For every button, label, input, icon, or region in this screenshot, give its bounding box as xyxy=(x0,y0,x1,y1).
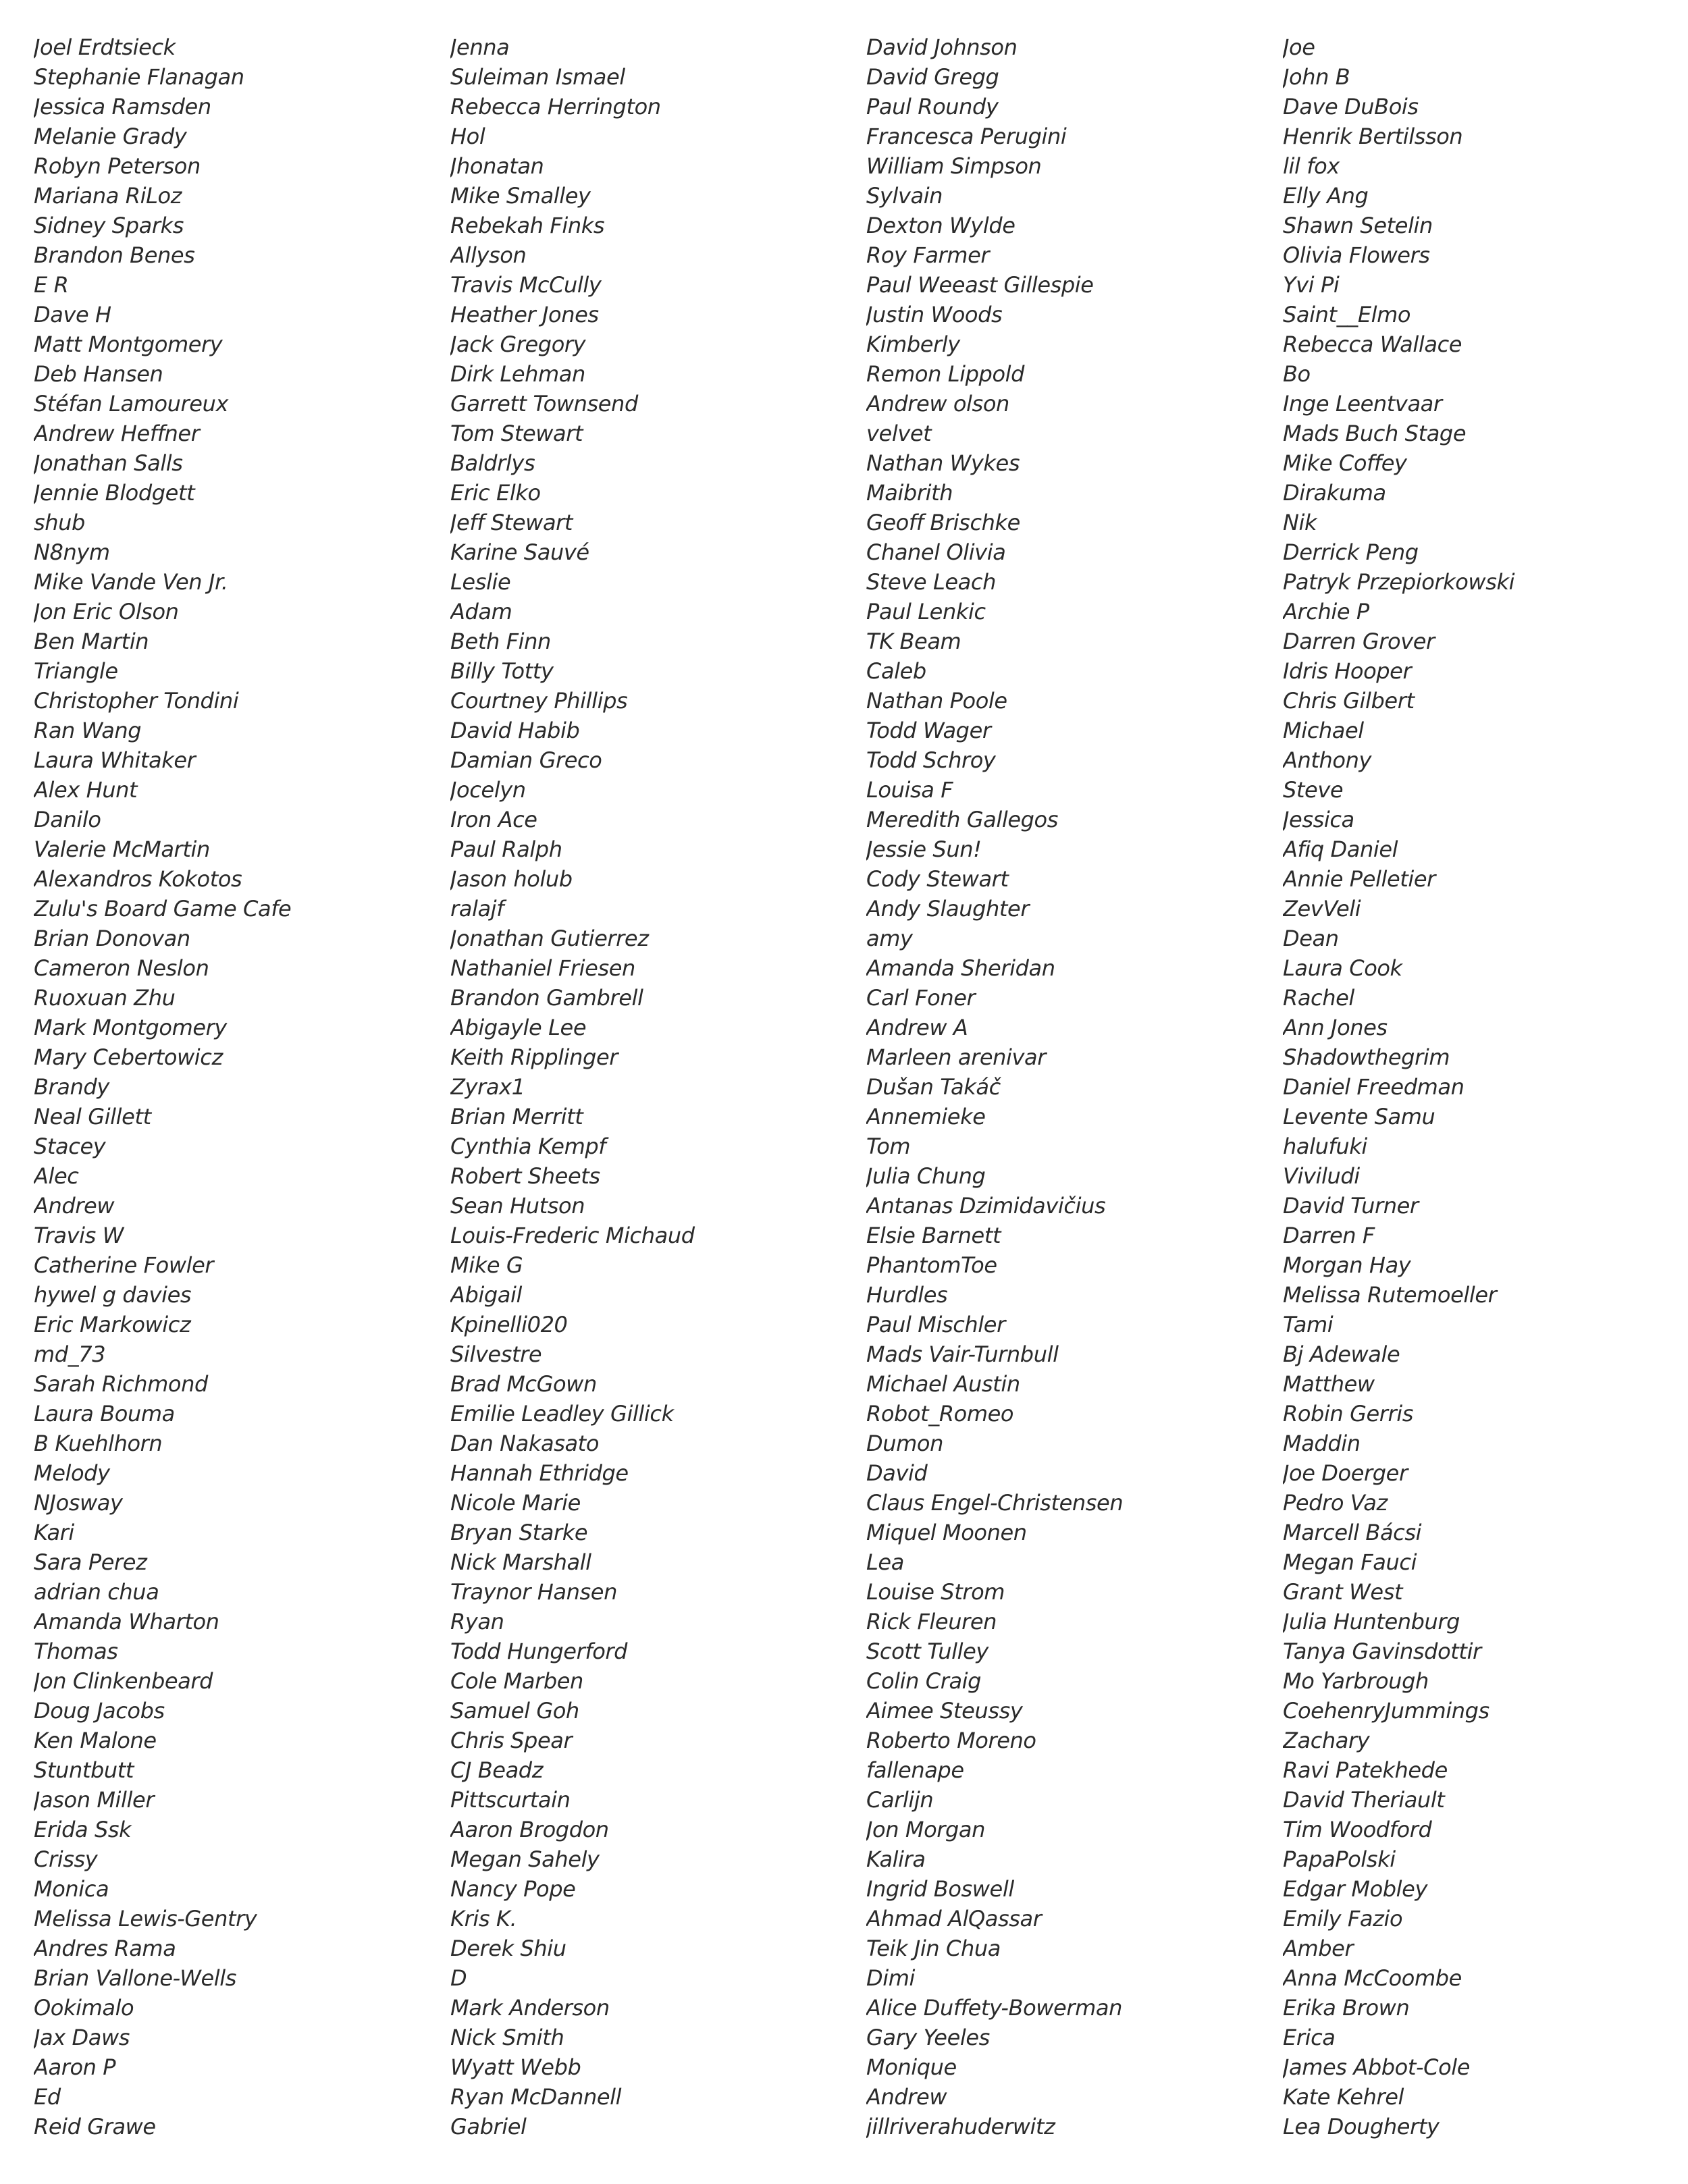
name-item: Stacey xyxy=(34,1134,106,1159)
name-item: Leslie xyxy=(450,569,511,595)
name-item: Shadowthegrim xyxy=(1283,1044,1450,1070)
name-item: Carlijn xyxy=(866,1787,934,1813)
name-item: Mark Anderson xyxy=(450,1995,610,2021)
name-item: Bj Adewale xyxy=(1283,1341,1400,1367)
name-item: Maibrith xyxy=(866,480,953,506)
name-item: Megan Fauci xyxy=(1283,1549,1417,1575)
name-item: Rachel xyxy=(1283,985,1354,1011)
name-item: Paul Weeast Gillespie xyxy=(866,272,1094,298)
name-item: CoehenryJummings xyxy=(1283,1698,1489,1724)
name-item: Rebecca Wallace xyxy=(1283,331,1462,357)
name-item: Todd Hungerford xyxy=(450,1639,628,1664)
name-item: Ryan McDannell xyxy=(450,2084,622,2110)
name-item: Matthew xyxy=(1283,1371,1375,1397)
name-item: Ruoxuan Zhu xyxy=(34,985,176,1011)
name-item: Morgan Hay xyxy=(1283,1252,1411,1278)
name-item: NJosway xyxy=(34,1490,123,1516)
name-item: Mike Coffey xyxy=(1283,450,1407,476)
name-column-1 xyxy=(34,32,425,2141)
name-item: Louisa F xyxy=(866,777,953,803)
name-item: Jessica xyxy=(1283,807,1354,832)
name-item: Mariana RiLoz xyxy=(34,183,182,209)
name-item: Zulu's Board Game Cafe xyxy=(34,896,292,922)
name-item: Rebecca Herrington xyxy=(450,94,661,119)
name-item: Teik Jin Chua xyxy=(866,1936,1001,1961)
name-item: Nik xyxy=(1283,510,1317,535)
name-item: Suleiman Ismael xyxy=(450,64,625,90)
name-item: Jenna xyxy=(450,34,510,60)
name-item: Lea Dougherty xyxy=(1283,2114,1440,2139)
name-item: velvet xyxy=(866,421,932,446)
name-item: Reid Grawe xyxy=(34,2114,156,2139)
name-item: David Habib xyxy=(450,718,580,743)
name-item: D xyxy=(450,1965,467,1991)
name-item: Scott Tulley xyxy=(866,1639,988,1664)
name-item: Robin Gerris xyxy=(1283,1401,1414,1427)
name-item: Tanya Gavinsdottir xyxy=(1283,1639,1481,1664)
name-item: PhantomToe xyxy=(866,1252,997,1278)
name-item: Andrew xyxy=(866,2084,947,2110)
name-item: Ben Martin xyxy=(34,629,149,654)
name-item: Garrett Townsend xyxy=(450,391,638,417)
name-item: Abigail xyxy=(450,1282,522,1308)
name-item: Levente Samu xyxy=(1283,1104,1435,1129)
name-item: Hurdles xyxy=(866,1282,948,1308)
name-item: Michael xyxy=(1283,718,1364,743)
name-item: Traynor Hansen xyxy=(450,1579,617,1605)
name-item: Bo xyxy=(1283,361,1311,387)
name-item: Jeff Stewart xyxy=(450,510,573,535)
name-item: Dušan Takáč xyxy=(866,1074,1001,1100)
name-item: Brandon Benes xyxy=(34,242,195,268)
name-item: Aaron Brogdon xyxy=(450,1817,609,1842)
name-item: md_73 xyxy=(34,1341,106,1367)
name-item: Mads Vair-Turnbull xyxy=(866,1341,1059,1367)
name-item: Ed xyxy=(34,2084,61,2110)
name-item: Sean Hutson xyxy=(450,1193,585,1219)
name-item: Damian Greco xyxy=(450,747,602,773)
name-item: Andres Rama xyxy=(34,1936,176,1961)
name-item: Jocelyn xyxy=(450,777,526,803)
name-item: Patryk Przepiorkowski xyxy=(1283,569,1515,595)
name-item: Andy Slaughter xyxy=(866,896,1030,922)
name-item: Maddin xyxy=(1283,1431,1361,1456)
name-item: Geoff Brischke xyxy=(866,510,1020,535)
name-item: Danilo xyxy=(34,807,101,832)
name-item: Roy Farmer xyxy=(866,242,990,268)
name-item: Erika Brown xyxy=(1283,1995,1410,2021)
name-item: Laura Cook xyxy=(1283,955,1402,981)
name-item: Steve Leach xyxy=(866,569,996,595)
name-item: Ingrid Boswell xyxy=(866,1876,1014,1902)
name-item: Nick Smith xyxy=(450,2025,564,2050)
name-item: Silvestre xyxy=(450,1341,542,1367)
name-item: Joel Erdtsieck xyxy=(34,34,176,60)
name-item: Stéfan Lamoureux xyxy=(34,391,229,417)
name-item: Neal Gillett xyxy=(34,1104,151,1129)
name-item: David Turner xyxy=(1283,1193,1419,1219)
name-item: Paul Mischler xyxy=(866,1312,1005,1337)
name-item: Miquel Moonen xyxy=(866,1520,1027,1545)
name-item: ZevVeli xyxy=(1283,896,1361,922)
name-item: Julia Chung xyxy=(866,1163,986,1189)
name-item: Stephanie Flanagan xyxy=(34,64,244,90)
name-item: Lea xyxy=(866,1549,904,1575)
name-item: Aimee Steussy xyxy=(866,1698,1023,1724)
name-item: Ran Wang xyxy=(34,718,142,743)
name-item: Jennie Blodgett xyxy=(34,480,195,506)
name-item: Monica xyxy=(34,1876,109,1902)
name-item: Jonathan Gutierrez xyxy=(450,926,649,951)
name-item: Tim Woodford xyxy=(1283,1817,1432,1842)
name-item: TK Beam xyxy=(866,629,961,654)
name-item: Zyrax1 xyxy=(450,1074,525,1100)
name-item: Ookimalo xyxy=(34,1995,134,2021)
name-item: lil fox xyxy=(1283,153,1340,179)
name-item: Cole Marben xyxy=(450,1668,583,1694)
name-item: Remon Lippold xyxy=(866,361,1025,387)
name-item: Jessica Ramsden xyxy=(34,94,211,119)
name-item: Carl Foner xyxy=(866,985,976,1011)
name-item: Todd Schroy xyxy=(866,747,996,773)
name-item: Kris K. xyxy=(450,1906,517,1932)
name-item: Chris Spear xyxy=(450,1728,573,1753)
name-item: Alice Duffety-Bowerman xyxy=(866,1995,1122,2021)
name-item: Colin Craig xyxy=(866,1668,982,1694)
name-item: Nathan Wykes xyxy=(866,450,1020,476)
name-item: Kate Kehrel xyxy=(1283,2084,1404,2110)
name-item: Robyn Peterson xyxy=(34,153,201,179)
name-item: Travis W xyxy=(34,1223,124,1248)
name-item: Nancy Pope xyxy=(450,1876,576,1902)
name-item: Mads Buch Stage xyxy=(1283,421,1467,446)
name-item: Emilie Leadley Gillick xyxy=(450,1401,674,1427)
name-item: David xyxy=(866,1460,928,1486)
name-item: Paul Ralph xyxy=(450,836,562,862)
name-item: Nathaniel Friesen xyxy=(450,955,635,981)
name-item: Megan Sahely xyxy=(450,1846,600,1872)
name-item: Allyson xyxy=(450,242,527,268)
name-item: Eric Markowicz xyxy=(34,1312,191,1337)
name-item: Abigayle Lee xyxy=(450,1015,587,1040)
name-item: Dave H xyxy=(34,302,111,327)
name-item: Dean xyxy=(1283,926,1339,951)
name-item: Yvi Pi xyxy=(1283,272,1340,298)
name-item: Ann Jones xyxy=(1283,1015,1388,1040)
name-item: Keith Ripplinger xyxy=(450,1044,618,1070)
name-item: Iron Ace xyxy=(450,807,537,832)
name-item: Dan Nakasato xyxy=(450,1431,599,1456)
name-item: Mike Vande Ven Jr. xyxy=(34,569,228,595)
name-item: Triangle xyxy=(34,658,118,684)
name-item: Matt Montgomery xyxy=(34,331,223,357)
name-item: Chris Gilbert xyxy=(1283,688,1415,714)
name-item: N8nym xyxy=(34,539,110,565)
name-item: Stuntbutt xyxy=(34,1757,134,1783)
name-item: Jason holub xyxy=(450,866,573,892)
name-item: Doug Jacobs xyxy=(34,1698,165,1724)
name-item: Kimberly xyxy=(866,331,960,357)
name-item: Tom xyxy=(866,1134,911,1159)
name-item: Steve xyxy=(1283,777,1344,803)
name-item: Edgar Mobley xyxy=(1283,1876,1427,1902)
name-item: Pedro Vaz xyxy=(1283,1490,1388,1516)
name-item: William Simpson xyxy=(866,153,1042,179)
name-item: Inge Leentvaar xyxy=(1283,391,1442,417)
name-item: Brian Vallone-Wells xyxy=(34,1965,237,1991)
name-item: Brad McGown xyxy=(450,1371,597,1397)
name-item: Annie Pelletier xyxy=(1283,866,1435,892)
name-item: Henrik Bertilsson xyxy=(1283,124,1463,149)
name-item: Billy Totty xyxy=(450,658,554,684)
name-item: Jon Clinkenbeard xyxy=(34,1668,213,1694)
name-item: Saint__Elmo xyxy=(1283,302,1411,327)
name-item: Dexton Wylde xyxy=(866,213,1016,238)
name-item: David Gregg xyxy=(866,64,999,90)
name-item: Meredith Gallegos xyxy=(866,807,1058,832)
name-item: Catherine Fowler xyxy=(34,1252,214,1278)
name-item: Archie P xyxy=(1283,599,1369,624)
name-item: Gary Yeeles xyxy=(866,2025,990,2050)
name-item: Christopher Tondini xyxy=(34,688,239,714)
name-column-3 xyxy=(866,32,1258,2141)
name-item: Emily Fazio xyxy=(1283,1906,1403,1932)
name-item: Brian Merritt xyxy=(450,1104,583,1129)
name-item: Afiq Daniel xyxy=(1283,836,1398,862)
name-item: Hannah Ethridge xyxy=(450,1460,629,1486)
name-item: B Kuehlhorn xyxy=(34,1431,163,1456)
name-item: Erida Ssk xyxy=(34,1817,132,1842)
name-item: Mark Montgomery xyxy=(34,1015,227,1040)
name-item: Idris Hooper xyxy=(1283,658,1412,684)
name-item: Dumon xyxy=(866,1431,943,1456)
name-item: Claus Engel-Christensen xyxy=(866,1490,1124,1516)
name-item: Olivia Flowers xyxy=(1283,242,1430,268)
name-item: hywel g davies xyxy=(34,1282,192,1308)
name-item: Mike Smalley xyxy=(450,183,591,209)
name-item: Nick Marshall xyxy=(450,1549,591,1575)
name-item: ralajf xyxy=(450,896,504,922)
name-item: Joe xyxy=(1283,34,1315,60)
name-item: Derek Shiu xyxy=(450,1936,566,1961)
name-item: Baldrlys xyxy=(450,450,535,476)
name-item: Kari xyxy=(34,1520,74,1545)
name-item: Cynthia Kempf xyxy=(450,1134,606,1159)
name-item: Michael Austin xyxy=(866,1371,1020,1397)
name-item: Anna McCoombe xyxy=(1283,1965,1462,1991)
name-item: Ken Malone xyxy=(34,1728,157,1753)
name-item: Sidney Sparks xyxy=(34,213,184,238)
name-item: Kpinelli020 xyxy=(450,1312,568,1337)
name-item: Brian Donovan xyxy=(34,926,190,951)
name-item: Nathan Poole xyxy=(866,688,1007,714)
name-item: Thomas xyxy=(34,1639,118,1664)
name-item: Erica xyxy=(1283,2025,1336,2050)
name-item: Gabriel xyxy=(450,2114,527,2139)
name-item: John B xyxy=(1283,64,1350,90)
name-item: Andrew olson xyxy=(866,391,1009,417)
name-item: Jhonatan xyxy=(450,153,544,179)
name-item: Robot_Romeo xyxy=(866,1401,1014,1427)
name-item: Todd Wager xyxy=(866,718,991,743)
name-column-2 xyxy=(450,32,842,2141)
name-item: Brandon Gambrell xyxy=(450,985,643,1011)
name-item: Marleen arenivar xyxy=(866,1044,1047,1070)
name-item: Aaron P xyxy=(34,2054,116,2080)
name-item: Chanel Olivia xyxy=(866,539,1006,565)
name-item: Travis McCully xyxy=(450,272,602,298)
name-item: jillriverahuderwitz xyxy=(866,2114,1055,2139)
name-item: David Theriault xyxy=(1283,1787,1445,1813)
name-item: fallenape xyxy=(866,1757,964,1783)
name-item: Darren Grover xyxy=(1283,629,1435,654)
name-item: Dave DuBois xyxy=(1283,94,1419,119)
name-item: Deb Hansen xyxy=(34,361,163,387)
name-item: Marcell Bácsi xyxy=(1283,1520,1422,1545)
name-item: Sarah Richmond xyxy=(34,1371,208,1397)
name-item: Paul Lenkic xyxy=(866,599,986,624)
name-item: Jax Daws xyxy=(34,2025,130,2050)
name-item: Nicole Marie xyxy=(450,1490,581,1516)
name-item: Tom Stewart xyxy=(450,421,583,446)
name-item: Kalira xyxy=(866,1846,926,1872)
name-item: E R xyxy=(34,272,69,298)
name-item: Louise Strom xyxy=(866,1579,1005,1605)
name-item: Amanda Sheridan xyxy=(866,955,1055,981)
name-item: shub xyxy=(34,510,85,535)
name-item: Jessie Sun! xyxy=(866,836,982,862)
name-item: James Abbot-Cole xyxy=(1283,2054,1471,2080)
name-item: Justin Woods xyxy=(866,302,1003,327)
name-item: Annemieke xyxy=(866,1104,986,1129)
name-item: Francesca Perugini xyxy=(866,124,1067,149)
name-item: Melissa Rutemoeller xyxy=(1283,1282,1497,1308)
name-item: Dimi xyxy=(866,1965,915,1991)
name-item: Melanie Grady xyxy=(34,124,187,149)
name-item: Heather Jones xyxy=(450,302,599,327)
name-item: Amber xyxy=(1283,1936,1354,1961)
name-item: Antanas Dzimidavičius xyxy=(866,1193,1106,1219)
name-item: Jason Miller xyxy=(34,1787,155,1813)
name-item: Laura Whitaker xyxy=(34,747,196,773)
name-item: Viviludi xyxy=(1283,1163,1360,1189)
name-item: Adam xyxy=(450,599,512,624)
name-item: Paul Roundy xyxy=(866,94,999,119)
name-item: Cameron Neslon xyxy=(34,955,209,981)
name-item: Andrew A xyxy=(866,1015,968,1040)
name-item: Jonathan Salls xyxy=(34,450,183,476)
name-item: Alex Hunt xyxy=(34,777,138,803)
name-item: Caleb xyxy=(866,658,926,684)
name-item: Jon Eric Olson xyxy=(34,599,179,624)
name-item: Crissy xyxy=(34,1846,98,1872)
name-item: Ravi Patekhede xyxy=(1283,1757,1448,1783)
name-item: Joe Doerger xyxy=(1283,1460,1408,1486)
name-item: Anthony xyxy=(1283,747,1371,773)
name-item: Pittscurtain xyxy=(450,1787,571,1813)
name-item: Jon Morgan xyxy=(866,1817,986,1842)
name-item: Melody xyxy=(34,1460,110,1486)
name-item: Andrew xyxy=(34,1193,115,1219)
name-item: Valerie McMartin xyxy=(34,836,210,862)
name-item: Dirk Lehman xyxy=(450,361,585,387)
name-item: Julia Huntenburg xyxy=(1283,1609,1460,1634)
name-item: Rick Fleuren xyxy=(866,1609,997,1634)
name-item: Cody Stewart xyxy=(866,866,1009,892)
name-item: Ryan xyxy=(450,1609,504,1634)
name-item: PapaPolski xyxy=(1283,1846,1396,1872)
name-item: Mary Cebertowicz xyxy=(34,1044,223,1070)
name-item: Samuel Goh xyxy=(450,1698,579,1724)
name-item: Wyatt Webb xyxy=(450,2054,581,2080)
name-item: Elly Ang xyxy=(1283,183,1369,209)
name-item: Sara Perez xyxy=(34,1549,147,1575)
name-item: Melissa Lewis-Gentry xyxy=(34,1906,257,1932)
name-column-4 xyxy=(1283,32,1674,2141)
name-item: Hol xyxy=(450,124,485,149)
name-item: Karine Sauvé xyxy=(450,539,589,565)
name-item: Mike G xyxy=(450,1252,523,1278)
name-item: CJ Beadz xyxy=(450,1757,544,1783)
name-item: Darren F xyxy=(1283,1223,1375,1248)
name-item: Beth Finn xyxy=(450,629,551,654)
name-item: Courtney Phillips xyxy=(450,688,628,714)
name-item: Alec xyxy=(34,1163,79,1189)
name-item: Sylvain xyxy=(866,183,943,209)
name-item: Tami xyxy=(1283,1312,1334,1337)
name-item: Daniel Freedman xyxy=(1283,1074,1465,1100)
name-item: Dirakuma xyxy=(1283,480,1386,506)
name-item: Shawn Setelin xyxy=(1283,213,1433,238)
name-item: amy xyxy=(866,926,913,951)
name-item: Mo Yarbrough xyxy=(1283,1668,1429,1694)
name-item: Alexandros Kokotos xyxy=(34,866,242,892)
name-item: Rebekah Finks xyxy=(450,213,605,238)
name-item: Elsie Barnett xyxy=(866,1223,1001,1248)
name-item: Andrew Heffner xyxy=(34,421,200,446)
name-item: halufuki xyxy=(1283,1134,1367,1159)
name-item: Zachary xyxy=(1283,1728,1370,1753)
name-item: David Johnson xyxy=(866,34,1018,60)
name-item: adrian chua xyxy=(34,1579,159,1605)
name-item: Robert Sheets xyxy=(450,1163,600,1189)
name-item: Louis-Frederic Michaud xyxy=(450,1223,695,1248)
name-item: Laura Bouma xyxy=(34,1401,175,1427)
name-item: Jack Gregory xyxy=(450,331,586,357)
name-item: Brandy xyxy=(34,1074,109,1100)
name-item: Ahmad AlQassar xyxy=(866,1906,1042,1932)
name-item: Derrick Peng xyxy=(1283,539,1419,565)
name-item: Amanda Wharton xyxy=(34,1609,219,1634)
name-item: Grant West xyxy=(1283,1579,1403,1605)
name-item: Eric Elko xyxy=(450,480,541,506)
name-item: Bryan Starke xyxy=(450,1520,588,1545)
name-item: Monique xyxy=(866,2054,957,2080)
name-item: Roberto Moreno xyxy=(866,1728,1036,1753)
